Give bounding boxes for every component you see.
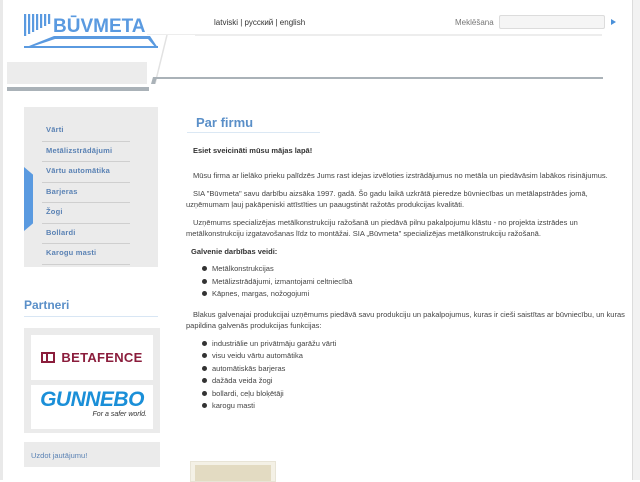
- sidebar-nav: [42, 121, 130, 265]
- lang-russian[interactable]: русский: [244, 18, 274, 27]
- main-activities-list: [186, 263, 626, 301]
- list-item: karogu masti: [212, 400, 626, 413]
- partners-heading: Partneri: [24, 298, 70, 312]
- list-item: automātiskās barjeras: [212, 363, 626, 376]
- paragraph-intro: Mūsu firma ar lielāko prieku palīdzēs Jums rast idejas izvēloties izstrādājumus no metāla un piedāvāsim labākos risinājumus.: [193, 171, 608, 180]
- list-item: Metālkonstrukcijas: [212, 263, 626, 276]
- logo-text: BŪVMETA: [53, 16, 146, 37]
- sidebar-item-zogi[interactable]: Žogi: [42, 203, 130, 224]
- page-title: Par firmu: [196, 115, 254, 130]
- lang-separator: |: [238, 18, 245, 27]
- betafence-mark-icon: [41, 352, 55, 363]
- logo-graphic-icon: [24, 12, 158, 52]
- page-right-edge: [632, 0, 640, 480]
- partner-betafence-logo[interactable]: [31, 335, 153, 380]
- ask-question-link[interactable]: Uzdot jautājumu!: [31, 451, 88, 460]
- welcome-text: Esiet sveicināti mūsu mājas lapā!: [193, 146, 313, 155]
- search-label: Meklēšana: [455, 18, 494, 27]
- list-item: visu veidu vārtu automātika: [212, 350, 626, 363]
- paragraph-extra-services: Blakus galvenajai produkcijai uzņēmums piedāvā savu produkciju un pakalpojumus, kuras ir cieši saistītas ar būvniecību, un kuras papildina galvenās produkcijas funkcijas:: [186, 309, 625, 330]
- sidebar-item-karogu-masti[interactable]: Karogu masti: [42, 244, 130, 265]
- partner-gunnebo-logo[interactable]: [31, 385, 153, 429]
- header-decor-bottomline: [7, 87, 149, 91]
- main-content: [186, 145, 626, 421]
- lang-english[interactable]: english: [279, 18, 306, 27]
- betafence-name: BETAFENCE: [61, 350, 143, 365]
- gunnebo-tagline: For a safer world.: [92, 411, 147, 418]
- certificate-image[interactable]: [190, 461, 276, 482]
- partners-divider: [24, 316, 158, 317]
- header-decor-topline: [195, 34, 602, 36]
- paragraph-specialization: Uzņēmums specializējas metālkonstrukciju ražošanā un piedāvā pilnu pakalpojumu klāstu - no projekta izstrādes un metālkonstrukciju izgatavošanas līdz to montāžai. SIA „Būvmeta" specializējas metālkonstrukciju ražošanā.: [186, 218, 578, 238]
- list-item: industriālie un privātmāju garāžu vārti: [212, 338, 626, 351]
- header-decor-grey-band: [7, 62, 147, 84]
- list-item: dažāda veida žogi: [212, 375, 626, 388]
- sidebar-item-barjeras[interactable]: Barjeras: [42, 183, 130, 204]
- extra-services-list: [186, 338, 626, 413]
- list-item: Metālizstrādājumi, izmantojami celtniecībā: [212, 276, 626, 289]
- search-submit-arrow-icon[interactable]: [611, 19, 616, 25]
- header-decor-rule: [153, 77, 603, 79]
- active-nav-indicator: [24, 167, 33, 231]
- page-title-divider: [187, 132, 320, 133]
- sidebar-item-metalizstradajumi[interactable]: Metālizstrādājumi: [42, 142, 130, 163]
- sidebar-item-varti[interactable]: Vārti: [42, 121, 130, 142]
- certificate-image-inner: [195, 465, 271, 481]
- list-item: bollardi, ceļu bloķētāji: [212, 388, 626, 401]
- search-input[interactable]: [499, 15, 605, 29]
- paragraph-history: SIA "Būvmeta" savu darbību aizsāka 1997. gadā. Šo gadu laikā uzkrātā pieredze būvniecības un metālapstrādes jomā, uzņēmumam ļauj pakāpeniski attīstīties un paaugstināt ražotās produkcijas kvalitāti.: [186, 189, 588, 209]
- list-item: Kāpnes, margas, nožogojumi: [212, 288, 626, 301]
- gunnebo-name: GUNNEBO: [40, 388, 144, 411]
- main-activities-heading: Galvenie darbības veidi:: [191, 247, 278, 256]
- page-left-edge: [0, 0, 3, 480]
- sidebar-item-vartu-automatika[interactable]: Vārtu automātika: [42, 162, 130, 183]
- lang-latviski[interactable]: latviski: [214, 18, 239, 27]
- language-switcher: [214, 18, 305, 27]
- sidebar-item-bollardi[interactable]: Bollardi: [42, 224, 130, 245]
- buvmeta-logo[interactable]: [24, 12, 158, 52]
- lang-separator: |: [273, 18, 280, 27]
